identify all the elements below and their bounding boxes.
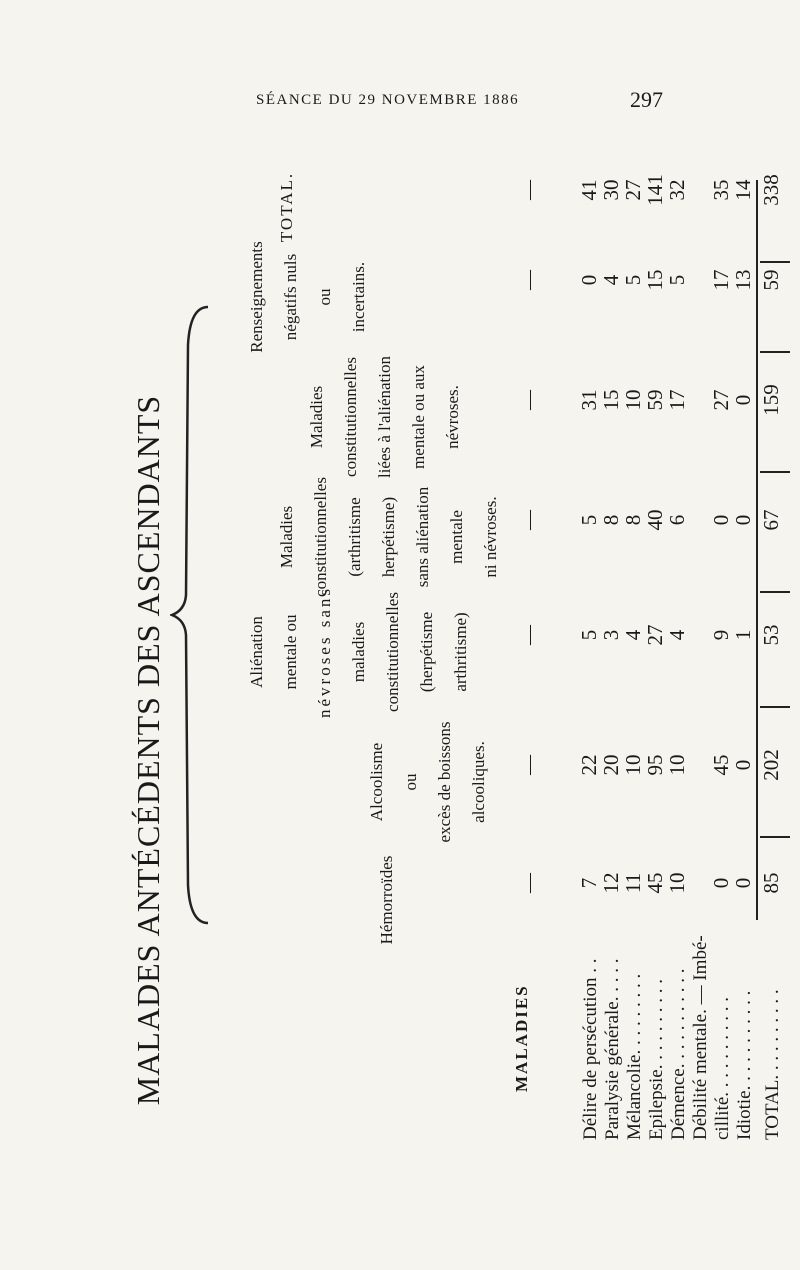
table-cell: 15 [643, 269, 667, 291]
table-cell: 10 [665, 754, 689, 776]
column-rule [760, 707, 790, 709]
header-line: maladies [349, 621, 368, 683]
table-cell [688, 865, 710, 901]
table-cell [688, 747, 710, 783]
table-cell: 27 [643, 624, 667, 646]
table-cell: 4 [665, 629, 689, 641]
row-label: Débilité mentale. — Imbé- [690, 935, 711, 1140]
column-rule [760, 472, 790, 474]
table-cell: 59 [643, 389, 667, 411]
table-cell: 27 [709, 389, 733, 411]
header-line: Renseignements [247, 241, 266, 353]
column-dash: — [518, 755, 540, 775]
header-line: arthritisme) [451, 612, 470, 692]
table-cell: 4 [599, 274, 623, 286]
table-cell: 6 [665, 514, 689, 526]
header-line: Hémorroïdes [377, 855, 396, 945]
table-cell [688, 382, 710, 418]
table-cell: 10 [621, 389, 645, 411]
table-title: MALADES ANTÉCÉDENTS DES ASCENDANTS [130, 394, 166, 1106]
table-cell [688, 262, 710, 298]
column-dash: — [518, 270, 540, 290]
table-cell: 95 [643, 754, 667, 776]
row-header: MALADIES [512, 984, 531, 1092]
rotated-table [120, 150, 783, 1210]
table-cell: 5 [665, 274, 689, 286]
header-line: Maladies [307, 385, 326, 449]
table-cell: 7 [577, 877, 601, 889]
header-line: alcooliques. [469, 741, 488, 823]
header-line: herpétisme) [379, 496, 398, 578]
row-label: Paralysie générale. . . . . [602, 958, 623, 1140]
table-cell [688, 172, 710, 208]
table-cell: 17 [665, 389, 689, 411]
column-mal_const_liees [578, 382, 782, 418]
total-row-label: TOTAL. . . . . . . . . . [762, 989, 783, 1140]
total-cell: 53 [759, 624, 783, 646]
table-cell: 41 [577, 179, 601, 201]
table-cell: 8 [621, 514, 645, 526]
table-cell: 0 [731, 877, 755, 889]
header-line: mentale ou [281, 614, 300, 690]
table-cell: 10 [665, 872, 689, 894]
header-line: ou [315, 288, 334, 306]
table-cell: 32 [665, 179, 689, 201]
header-line: Aliénation [247, 616, 266, 688]
table-cell: 4 [621, 629, 645, 641]
column-rule [760, 837, 790, 839]
table-cell: 31 [577, 389, 601, 411]
header-line: névroses sans [315, 586, 334, 719]
header-line: excès de boissons [435, 721, 454, 843]
table-cell: 5 [577, 629, 601, 641]
table-cell: 35 [709, 179, 733, 201]
table-cell: 141 [643, 174, 667, 206]
table-cell: 0 [731, 514, 755, 526]
table-cell: 0 [731, 394, 755, 406]
table-cell: 11 [621, 872, 645, 894]
header-line: TOTAL. [277, 171, 296, 243]
column-mal_const_sans [578, 502, 782, 538]
table-cell: 15 [599, 389, 623, 411]
header-line: négatifs nuls [281, 253, 300, 341]
total-cell: 202 [759, 749, 783, 781]
header-line: liées à l'aliénation [375, 356, 394, 479]
total-cell: 67 [759, 509, 783, 531]
table-cell: 0 [731, 759, 755, 771]
table-cell: 22 [577, 754, 601, 776]
header-line: Maladies [277, 505, 296, 569]
table-cell: 0 [577, 274, 601, 286]
header-line: mentale ou aux [409, 365, 428, 469]
table-cell: 40 [643, 509, 667, 531]
column-dash: — [518, 180, 540, 200]
header-line: constitutionnelles [341, 357, 360, 477]
column-renseignements [578, 262, 782, 298]
row-label: Mélancolie. . . . . . . . . [624, 973, 645, 1140]
session-heading: SÉANCE DU 29 NOVEMBRE 1886 [256, 92, 520, 108]
header-line: mentale [447, 510, 466, 564]
table-cell: 10 [621, 754, 645, 776]
table-cell: 12 [599, 872, 623, 894]
column-alcoolisme [578, 747, 782, 783]
total-cell: 85 [759, 872, 783, 894]
table-cell: 14 [731, 179, 755, 201]
table-cell: 20 [599, 754, 623, 776]
table-cell: 5 [577, 514, 601, 526]
header-line: constitutionnelles [311, 477, 330, 597]
row-label: Démence. . . . . . . . . . . [668, 968, 689, 1140]
header-line: névroses. [443, 385, 462, 449]
column-rule [760, 592, 790, 594]
table-cell: 9 [709, 629, 733, 641]
table-cell: 45 [709, 754, 733, 776]
header-brace [170, 305, 210, 925]
table-cell: 0 [709, 514, 733, 526]
running-head [0, 84, 800, 114]
header-line: constitutionnelles [383, 592, 402, 712]
column-hemorroides [578, 865, 782, 901]
header-line: Alcoolisme [367, 742, 386, 822]
column-dash: — [518, 510, 540, 530]
table-cell [688, 502, 710, 538]
column-rule [760, 352, 790, 354]
column-total [578, 172, 782, 208]
page-number: 297 [630, 87, 663, 112]
table-cell: 3 [599, 629, 623, 641]
table-cell [688, 617, 710, 653]
header-line: sans aliénation [413, 486, 432, 588]
row-labels [580, 930, 784, 1140]
table-cell: 5 [621, 274, 645, 286]
total-cell: 159 [759, 384, 783, 416]
header-line: ni névroses. [481, 496, 500, 578]
column-dash: — [518, 873, 540, 893]
header-line: incertains. [349, 261, 368, 333]
table-cell: 17 [709, 269, 733, 291]
table-cell: 27 [621, 179, 645, 201]
column-alienation [578, 617, 782, 653]
row-label: cillité. . . . . . . . . . . [712, 996, 733, 1140]
header-line: (herpétisme [417, 611, 436, 693]
header-line: ou [401, 773, 420, 791]
row-label: Idiotie. . . . . . . . . . . [734, 990, 755, 1140]
header-line: (arthritisme [345, 497, 364, 577]
table-cell: 1 [731, 629, 755, 641]
row-label: Epilepsie. . . . . . . . . . [646, 979, 667, 1140]
table-cell: 8 [599, 514, 623, 526]
total-rule [756, 180, 758, 920]
total-cell: 338 [759, 174, 783, 206]
column-dash: — [518, 625, 540, 645]
table-cell: 0 [709, 877, 733, 889]
table-cell: 13 [731, 269, 755, 291]
table-cell: 30 [599, 179, 623, 201]
table-cell: 45 [643, 872, 667, 894]
total-cell: 59 [759, 269, 783, 291]
column-rule [760, 262, 790, 264]
row-label: Délire de persécution . . [580, 958, 601, 1140]
column-dash: — [518, 390, 540, 410]
